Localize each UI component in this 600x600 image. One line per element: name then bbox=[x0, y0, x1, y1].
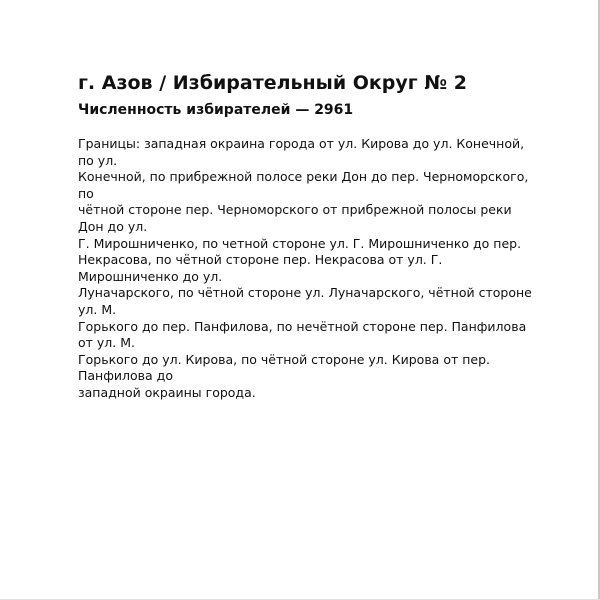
borders-line: от ул. М. bbox=[78, 335, 135, 351]
borders-line: Границы: западная окраина города от ул. Кирова до ул. Конечной, bbox=[78, 136, 525, 151]
borders-line: Некрасова, по чётной стороне пер. Некрасова от ул. Г. bbox=[78, 252, 443, 268]
borders-line: по bbox=[78, 185, 94, 201]
borders-line: Горького до ул. Кирова, по чётной стороне ул. Кирова от пер. bbox=[78, 351, 490, 367]
borders-line: чётной стороне пер. Черноморского от прибрежной полосы реки bbox=[78, 202, 512, 218]
borders-line: ул. М. bbox=[78, 301, 117, 317]
borders-line: Конечной, по прибрежной полосе реки Дон до пер. Черноморского, bbox=[78, 169, 529, 185]
borders-line: Г. Мирошниченко, по четной стороне ул. Г. Мирошниченко до пер. bbox=[78, 235, 522, 251]
page-title: г. Азов / Избирательный Округ № 2 bbox=[78, 72, 468, 94]
borders-line: Панфилова до bbox=[78, 368, 173, 384]
document-content bbox=[78, 70, 532, 402]
borders-line: Мирошниченко до ул. bbox=[78, 268, 223, 284]
borders-line: по ул. bbox=[78, 152, 118, 168]
borders-line: Горького до пер. Панфилова, по нечётной стороне пер. Панфилова bbox=[78, 318, 527, 334]
voter-count-subtitle: Численность избирателей — 2961 bbox=[78, 102, 354, 118]
district-borders-text bbox=[78, 136, 532, 402]
borders-line: Дон до ул. bbox=[78, 218, 148, 234]
borders-line: западной окраины города. bbox=[78, 384, 256, 400]
borders-line: Луначарского, по чётной стороне ул. Луначарского, чётной стороне bbox=[78, 285, 532, 301]
